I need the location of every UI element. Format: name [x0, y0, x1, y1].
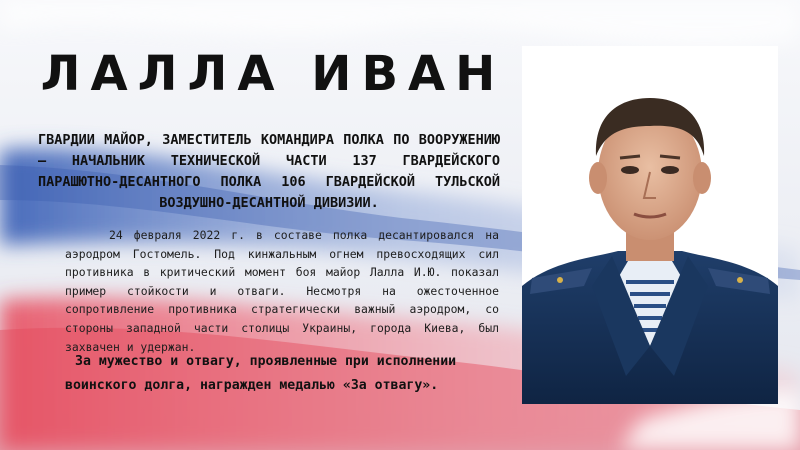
portrait-photo — [522, 46, 778, 404]
rank-and-position: ГВАРДИИ МАЙОР, ЗАМЕСТИТЕЛЬ КОМАНДИРА ПОЛКА ПО ВООРУЖЕНИЮ – НАЧАЛЬНИК ТЕХНИЧЕСКОЙ ЧАСТИ 137 ГВАРДЕЙСКОГО ПАРАШЮТНО-ДЕСАНТНОГО ПОЛКА 106 ГВАРДЕЙСКОЙ ТУЛЬСКОЙ ВОЗДУШНО-ДЕСАНТНОЙ ДИВИЗИИ. — [38, 132, 500, 211]
person-name: ЛАЛЛА ИВАН — [40, 46, 506, 102]
biography-text: 24 февраля 2022 г. в составе полка десантировался на аэродром Гостомель. Под кинжальным огнем превосходящих сил противника в критический момент боя майор Лалла И.Ю. показал пример стойкости и отваги. Несмотря на ожесточенное сопротивление противника стратегически важный аэродром, со стороны западной части столицы Украины, города Киева, был захвачен и удержан. — [65, 228, 499, 354]
portrait-photo-icon — [522, 46, 778, 404]
award-statement: За мужество и отвагу, проявленные при исполнении воинского долга, награжден медалью «За отвагу». — [65, 354, 457, 393]
